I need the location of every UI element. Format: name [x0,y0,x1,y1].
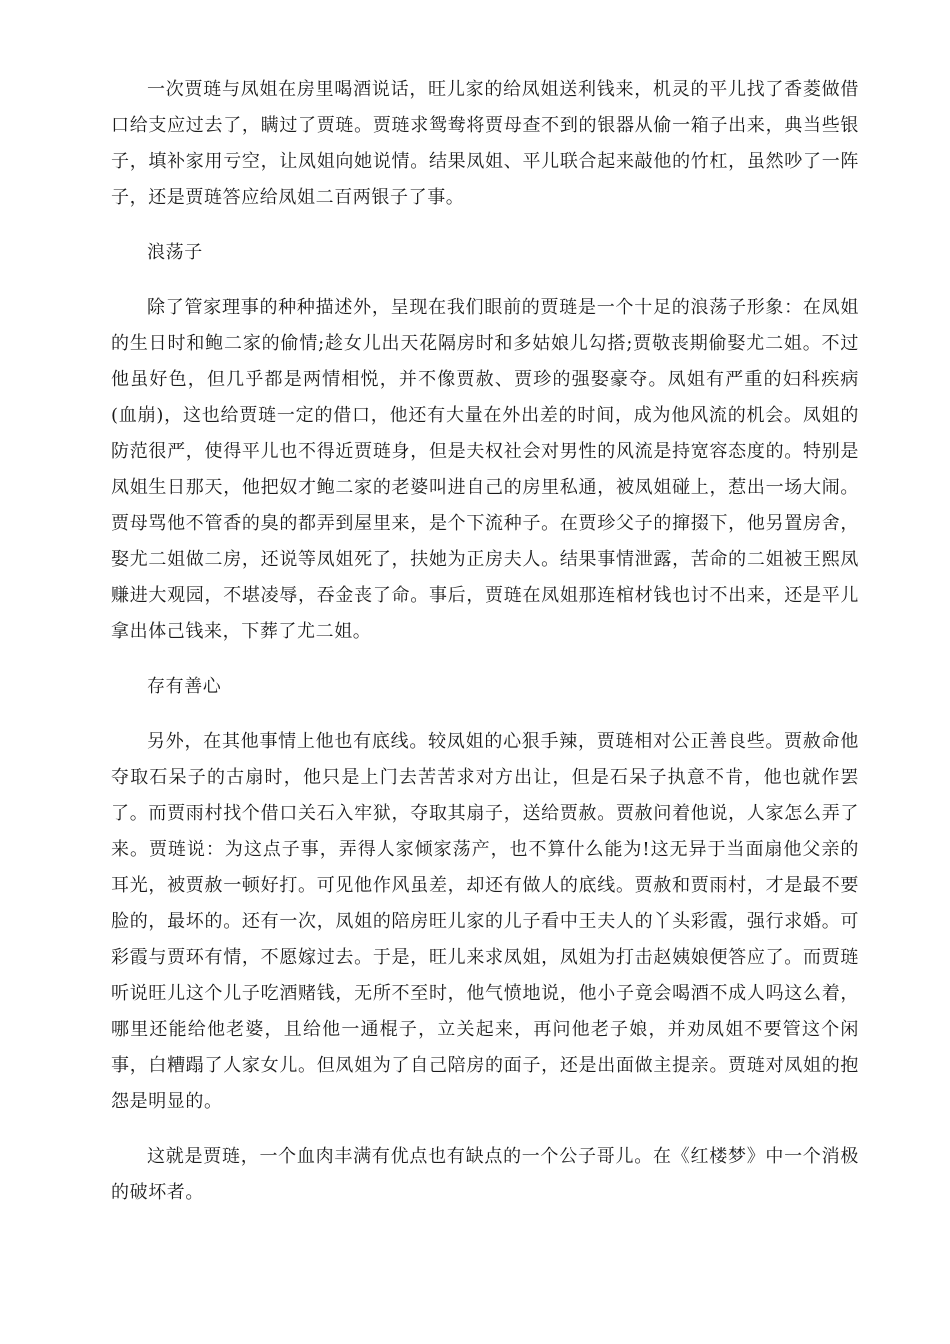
paragraph-kindness: 另外，在其他事情上他也有底线。较凤姐的心狠手辣，贾琏相对公正善良些。贾赦命他夺取石呆子的古扇时，他只是上门去苦苦求对方出让，但是石呆子执意不肯，他也就作罢了。而贾雨村找个借口关石入牢狱，夺取其扇子，送给贾赦。贾赦问着他说，人家怎么弄了来。贾琏说：为这点子事，弄得人家倾家荡产，也不算什么能为!这无异于当面扇他父亲的耳光，被贾赦一顿好打。可见他作风虽差，却还有做人的底线。贾赦和贾雨村，才是最不要脸的，最坏的。还有一次，凤姐的陪房旺儿家的儿子看中王夫人的丫头彩霞，强行求婚。可彩霞与贾环有情，不愿嫁过去。于是，旺儿来求凤姐，凤姐为打击赵姨娘便答应了。而贾琏听说旺儿这个儿子吃酒赌钱，无所不至时，他气愤地说，他小子竟会喝酒不成人吗这么着，哪里还能给他老婆，且给他一通棍子，立关起来，再问他老子娘，并劝凤姐不要管这个闲事，白糟蹋了人家女儿。但凤姐为了自己陪房的面子，还是出面做主提亲。贾琏对凤姐的抱怨是明显的。 [111,731,859,1112]
section-heading-kindness: 存有善心 [147,676,222,697]
section-heading-playboy: 浪荡子 [147,242,203,263]
paragraph-borrowing-silver: 一次贾琏与凤姐在房里喝酒说话，旺儿家的给凤姐送利钱来，机灵的平儿找了香菱做借口给支应过去了，瞒过了贾琏。贾琏求鸳鸯将贾母查不到的银器从偷一箱子出来，典当些银子，填补家用亏空，让凤姐向她说情。结果凤姐、平儿联合起来敲他的竹杠，虽然吵了一阵子，还是贾琏答应给凤姐二百两银子了事。 [111,79,859,208]
paragraph-playboy: 除了管家理事的种种描述外，呈现在我们眼前的贾琏是一个十足的浪荡子形象：在凤姐的生日时和鲍二家的偷情;趁女儿出天花隔房时和多姑娘儿勾搭;贾敬丧期偷娶尤二姐。不过他虽好色，但几乎都是两情相悦，并不像贾赦、贾珍的强娶豪夺。凤姐有严重的妇科疾病(血崩)，这也给贾琏一定的借口，他还有大量在外出差的时间，成为他风流的机会。凤姐的防范很严，使得平儿也不得近贾琏身，但是夫权社会对男性的风流是持宽容态度的。特别是凤姐生日那天，他把奴才鲍二家的老婆叫进自己的房里私通，被凤姐碰上，惹出一场大闹。贾母骂他不管香的臭的都弄到屋里来，是个下流种子。在贾珍父子的撺掇下，他另置房舍，娶尤二姐做二房，还说等凤姐死了，扶她为正房夫人。结果事情泄露，苦命的二姐被王熙凤赚进大观园，不堪凌辱，吞金丧了命。事后，贾琏在凤姐那连棺材钱也讨不出来，还是平儿拿出体己钱来，下葬了尤二姐。 [111,297,859,642]
document-body [111,72,859,1230]
paragraph-conclusion: 这就是贾琏，一个血肉丰满有优点也有缺点的一个公子哥儿。在《红楼梦》中一个消极的破坏者。 [111,1146,859,1203]
